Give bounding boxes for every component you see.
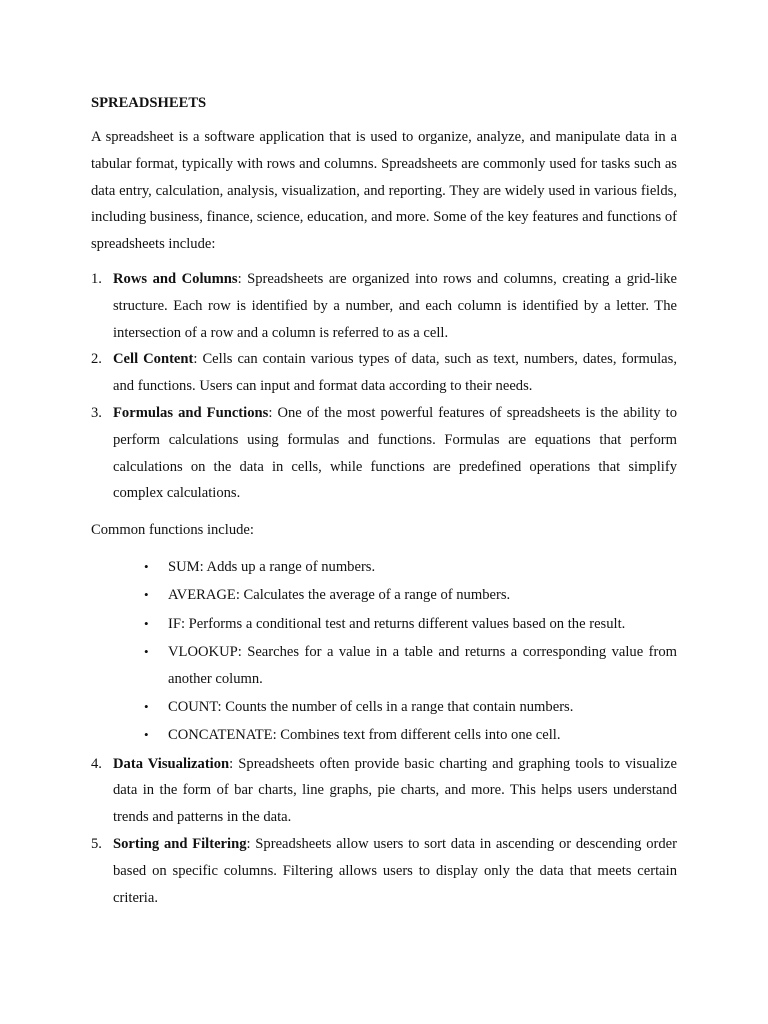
bullet-icon: • [144,698,149,714]
document-page [91,90,677,911]
feature-term: Data Visualization [113,755,230,772]
bullet-icon: • [144,643,149,659]
feature-number: 1. [91,270,102,287]
function-item [91,639,677,693]
bullet-icon: • [144,727,149,743]
feature-term: Rows and Columns [113,270,238,287]
feature-text: : Spreadsheets are organized into rows and columns, creating a grid-like structure. Each row is identified by a number, and each column is identified by a letter. The intersection of a row and a column is referred to as a cell. [113,270,677,341]
function-item [91,694,677,721]
feature-item [91,266,677,346]
function-text: SUM: Adds up a range of numbers. [168,558,376,575]
function-list [91,554,677,749]
feature-term: Formulas and Functions [113,404,269,421]
feature-item [91,346,677,400]
feature-text: : Cells can contain various types of data, such as text, numbers, dates, formulas, and functions. Users can input and format data according to their needs. [113,351,677,395]
document-title: SPREADSHEETS [91,95,207,111]
feature-item [91,400,677,507]
bullet-icon: • [144,558,149,574]
common-functions-heading: Common functions include: [91,522,254,539]
feature-term: Cell Content [113,351,194,368]
function-item [91,582,677,609]
feature-text: : Spreadsheets allow users to sort data in ascending or descending order based on specific columns. Filtering allows users to display only the data that meets certain criteria. [113,835,677,906]
function-text: IF: Performs a conditional test and returns different values based on the result. [168,615,626,632]
feature-number: 3. [91,404,102,421]
feature-number: 5. [91,835,102,852]
function-item [91,554,677,581]
bullet-icon: • [144,587,149,603]
feature-item [91,751,677,831]
feature-item [91,831,677,911]
feature-list [91,266,677,507]
function-text: CONCATENATE: Combines text from different cells into one cell. [168,727,561,744]
function-text: COUNT: Counts the number of cells in a range that contain numbers. [168,698,574,715]
function-item [91,722,677,749]
bullet-icon: • [144,615,149,631]
feature-term: Sorting and Filtering [113,835,247,852]
function-text: VLOOKUP: Searches for a value in a table and returns a corresponding value from another column. [168,643,677,687]
feature-number: 4. [91,755,102,772]
feature-text: : Spreadsheets often provide basic charting and graphing tools to visualize data in the form of bar charts, line graphs, pie charts, and more. This helps users understand trends and patterns in the data. [113,755,677,826]
function-text: AVERAGE: Calculates the average of a range of numbers. [168,587,511,604]
intro-paragraph: A spreadsheet is a software application that is used to organize, analyze, and manipulate data in a tabular format, typically with rows and columns. Spreadsheets are commonly used for tasks such as data entry, calculation, analysis, visualization, and reporting. They are widely used in various fields, including business, finance, science, education, and more. Some of the key features and functions of spreadsheets include: [91,129,677,253]
function-item [91,611,677,638]
feature-text: : One of the most powerful features of spreadsheets is the ability to perform calculations using formulas and functions. Formulas are equations that perform calculations on the data in cells, while functions are predefined operations that simplify complex calculations. [113,404,678,502]
feature-number: 2. [91,351,102,368]
feature-list-continued [91,751,677,912]
